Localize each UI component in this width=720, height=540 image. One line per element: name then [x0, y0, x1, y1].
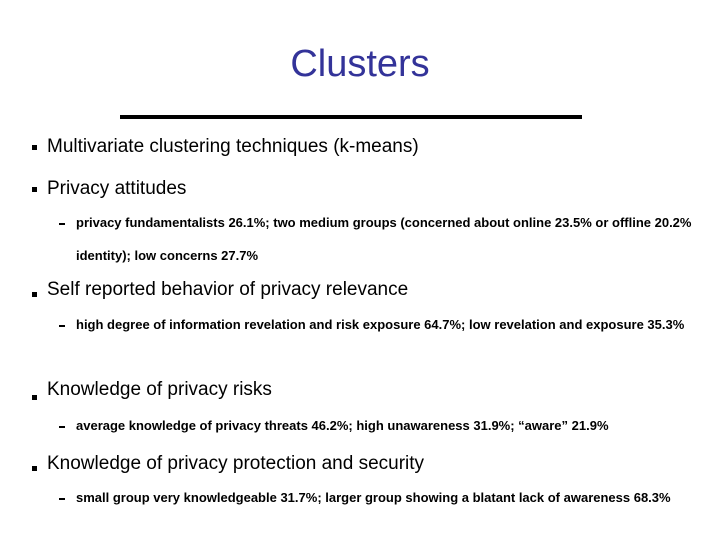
bullet-text-attitudes: Privacy attitudes [47, 178, 187, 199]
slide-title: Clusters [290, 43, 430, 85]
title-underline [120, 115, 582, 119]
bullet-text-behavior: Self reported behavior of privacy relevance [47, 279, 409, 300]
bullet-marker [32, 187, 37, 192]
bullet-text-risks: Knowledge of privacy risks [47, 379, 272, 400]
bullet-marker [32, 292, 37, 297]
bullet-text-protection: Knowledge of privacy protection and security [47, 453, 425, 474]
sub-bullet-text-behavior: high degree of information revelation and risk exposure 64.7%; low revelation and exposure 35.3% [76, 317, 685, 332]
bullet-marker [32, 145, 37, 150]
sub-bullet-dash [59, 325, 65, 327]
bullet-marker [32, 395, 37, 400]
bullet-marker [32, 466, 37, 471]
sub-bullet-text-risks: average knowledge of privacy threats 46.2%; high unawareness 31.9%; “aware” 21.9% [76, 418, 609, 433]
sub-bullet-dash [59, 426, 65, 428]
sub-bullet-text-protection: small group very knowledgeable 31.7%; larger group showing a blatant lack of awareness 68.3% [76, 490, 671, 505]
bullet-text-clustering: Multivariate clustering techniques (k-means) [47, 136, 419, 157]
sub-bullet-text-attitudes: privacy fundamentalists 26.1%; two medium groups (concerned about online 23.5% or offline 20.2% identity); low concerns 27.7% [76, 215, 692, 263]
sub-bullet-dash [59, 223, 65, 225]
sub-bullet-dash [59, 498, 65, 500]
